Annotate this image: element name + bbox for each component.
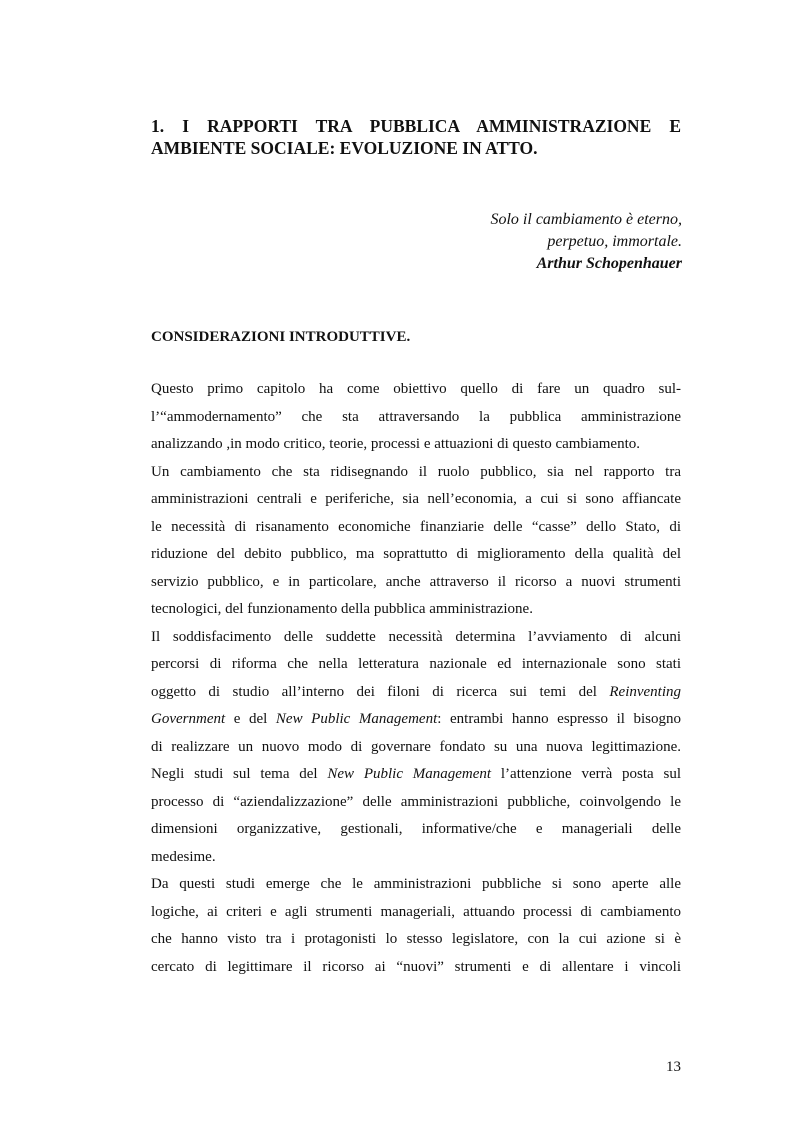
paragraph-line: Il soddisfacimento delle suddette necessità determina l’avviamento di alcuni <box>151 628 681 645</box>
body-text <box>151 376 681 981</box>
paragraph-line: le necessità di risanamento economiche finanziarie delle “casse” dello Stato, di <box>151 518 681 535</box>
paragraph-line: che hanno visto tra i protagonisti lo stesso legislatore, con la cui azione si è <box>151 931 681 947</box>
paragraph-line: l’“ammodernamento” che sta attraversando la pubblica amministrazione <box>151 408 681 425</box>
italic-term: New Public Management <box>275 711 438 727</box>
italic-term: Government <box>151 711 226 727</box>
paragraph-line <box>151 706 681 734</box>
epigraph-line-1: Solo il cambiamento è eterno, <box>490 211 682 228</box>
paragraph-line: logiche, ai criteri e agli strumenti manageriali, attuando processi di cambiamento <box>151 903 681 920</box>
epigraph-author: Arthur Schopenhauer <box>536 255 682 272</box>
paragraph-line: dimensioni organizzative, gestionali, informative/che e manageriali delle <box>151 821 681 837</box>
epigraph-quote <box>380 209 682 275</box>
chapter-title <box>151 115 681 159</box>
paragraph-line <box>151 761 681 789</box>
paragraph-line: percorsi di riforma che nella letteratura nazionale ed internazionale sono stati <box>151 656 681 672</box>
epigraph-line-2: perpetuo, immortale. <box>547 233 682 250</box>
paragraph-line: medesime. <box>151 848 216 865</box>
text-run: : entrambi hanno espresso il bisogno <box>437 711 682 727</box>
section-heading: CONSIDERAZIONI INTRODUTTIVE. <box>151 329 411 345</box>
page-number: 13 <box>666 1059 681 1075</box>
text-run: Negli studi sul tema del <box>151 766 318 782</box>
paragraph-line: Da questi studi emerge che le amministrazioni pubbliche si sono aperte alle <box>151 876 681 892</box>
chapter-title-line-1: 1. I RAPPORTI TRA PUBBLICA AMMINISTRAZIONE E <box>151 116 681 136</box>
chapter-title-line-2: AMBIENTE SOCIALE: EVOLUZIONE IN ATTO. <box>151 138 538 158</box>
paragraph-line <box>151 679 681 707</box>
paragraph-line: riduzione del debito pubblico, ma soprattutto di miglioramento della qualità del <box>151 546 681 562</box>
paragraph-line: di realizzare un nuovo modo di governare fondato su una nuova legittimazione. <box>151 738 681 755</box>
paragraph-line: tecnologici, del funzionamento della pubblica amministrazione. <box>151 601 533 617</box>
text-run: e del <box>233 711 268 727</box>
paragraph-line: cercato di legittimare il ricorso ai “nuovi” strumenti e di allentare i vincoli <box>151 958 681 975</box>
paragraph-line: analizzando ,in modo critico, teorie, processi e attuazioni di questo cambiamento. <box>151 436 641 452</box>
text-run: l’attenzione verrà posta sul <box>500 766 681 782</box>
text-run: oggetto di studio all’interno dei filoni di ricerca sui temi del <box>151 683 597 700</box>
italic-term: Reinventing <box>609 683 682 700</box>
italic-term: New Public Management <box>327 766 492 782</box>
paragraph-line: Questo primo capitolo ha come obiettivo quello di fare un quadro sul- <box>151 381 681 397</box>
paragraph-line: processo di “aziendalizzazione” delle amministrazioni pubbliche, coinvolgendo le <box>151 793 681 810</box>
paragraph-line: amministrazioni centrali e periferiche, sia nell’economia, a cui si sono affiancate <box>151 491 681 507</box>
paragraph-line: servizio pubblico, e in particolare, anche attraverso il ricorso a nuovi strumenti <box>151 573 681 590</box>
paragraph-line: Un cambiamento che sta ridisegnando il ruolo pubblico, sia nel rapporto tra <box>151 463 681 480</box>
